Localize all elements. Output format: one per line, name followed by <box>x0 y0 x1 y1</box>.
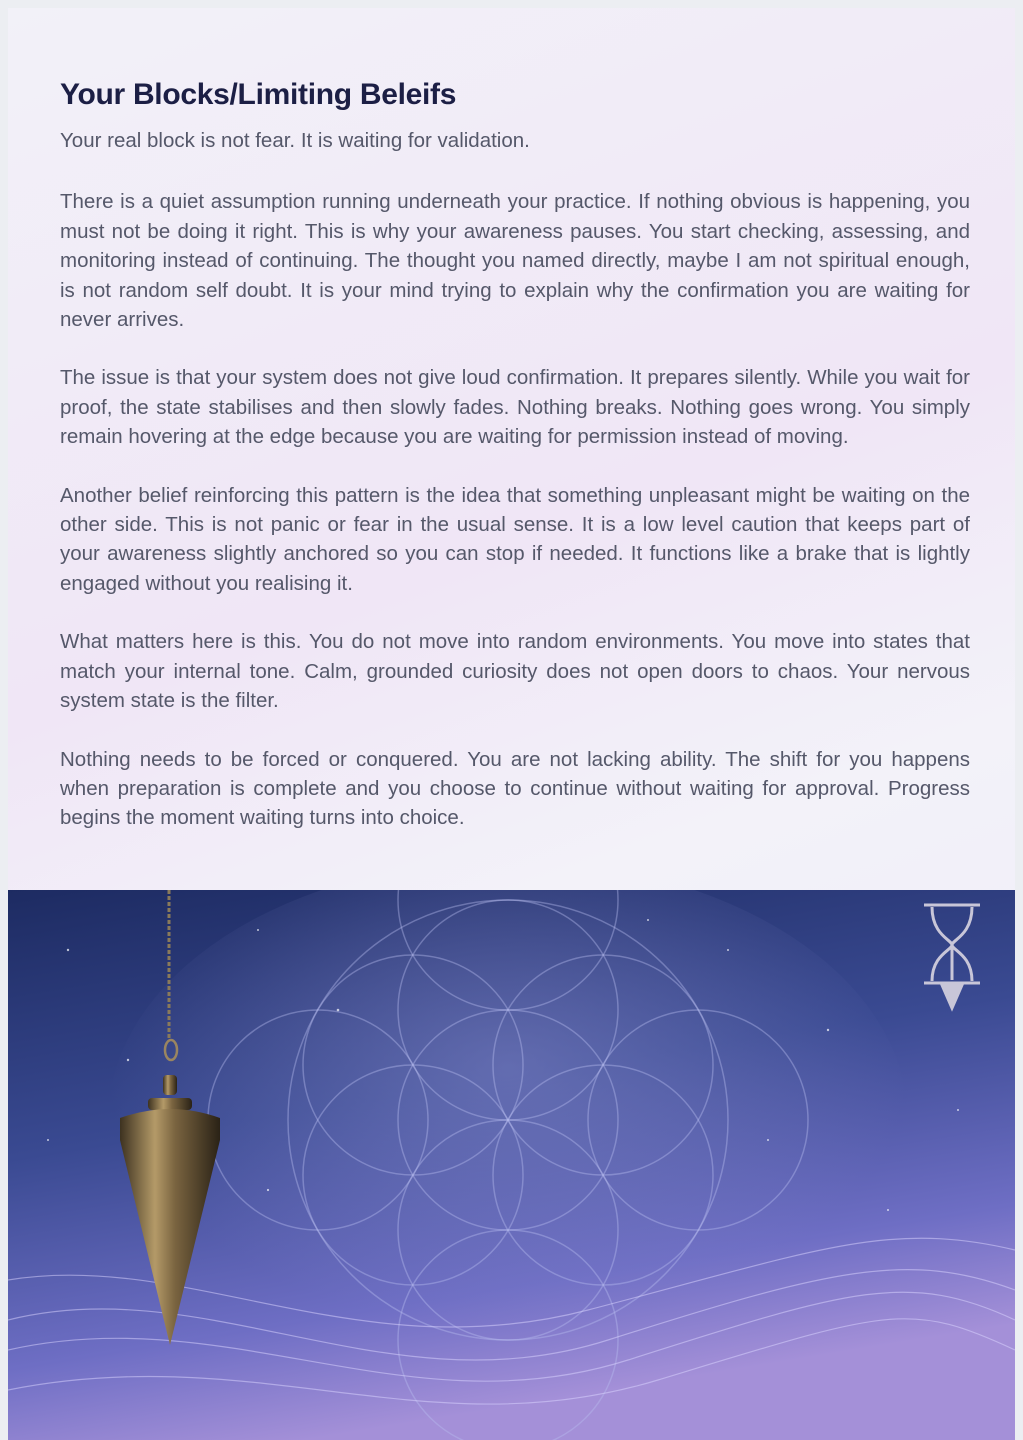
intro-paragraph: Your real block is not fear. It is waiting for validation. <box>60 129 530 152</box>
paragraph: Another belief reinforcing this pattern is the idea that something unpleasant might be waiting on the other side. This is not panic or fear in the usual sense. It is a low level caution that keeps part of your awareness slightly anchored so you can stop if needed. It functions like a brake that is lightly engaged without you realising it. <box>60 483 970 595</box>
cosmic-pendulum-illustration <box>8 890 1015 1440</box>
paragraph: The issue is that your system does not give loud confirmation. It prepares silently. While you wait for proof, the state stabilises and then slowly fades. Nothing breaks. Nothing goes wrong. You simply remain hovering at the edge because you are waiting for permission instead of moving. <box>60 366 970 449</box>
paragraph: There is a quiet assumption running underneath your practice. If nothing obvious is happening, you must not be doing it right. This is why your awareness pauses. You start checking, assessing, and monitoring instead of continuing. The thought you named directly, maybe I am not spiritual enough, is not random self doubt. It is your mind trying to explain why the confirmation you are waiting for never arrives. <box>60 190 970 332</box>
content <box>60 78 970 862</box>
paragraph: Nothing needs to be forced or conquered. You are not lacking ability. The shift for you happens when preparation is complete and you choose to continue without waiting for approval. Progress begins the moment waiting turns into choice. <box>60 747 970 830</box>
document-page <box>8 8 1015 1440</box>
page-title: Your Blocks/Limiting Beleifs <box>60 78 457 111</box>
paragraph: What matters here is this. You do not move into random environments. You move into states that match your internal tone. Calm, grounded curiosity does not open doors to chaos. Your nervous system state is the filter. <box>60 630 970 713</box>
